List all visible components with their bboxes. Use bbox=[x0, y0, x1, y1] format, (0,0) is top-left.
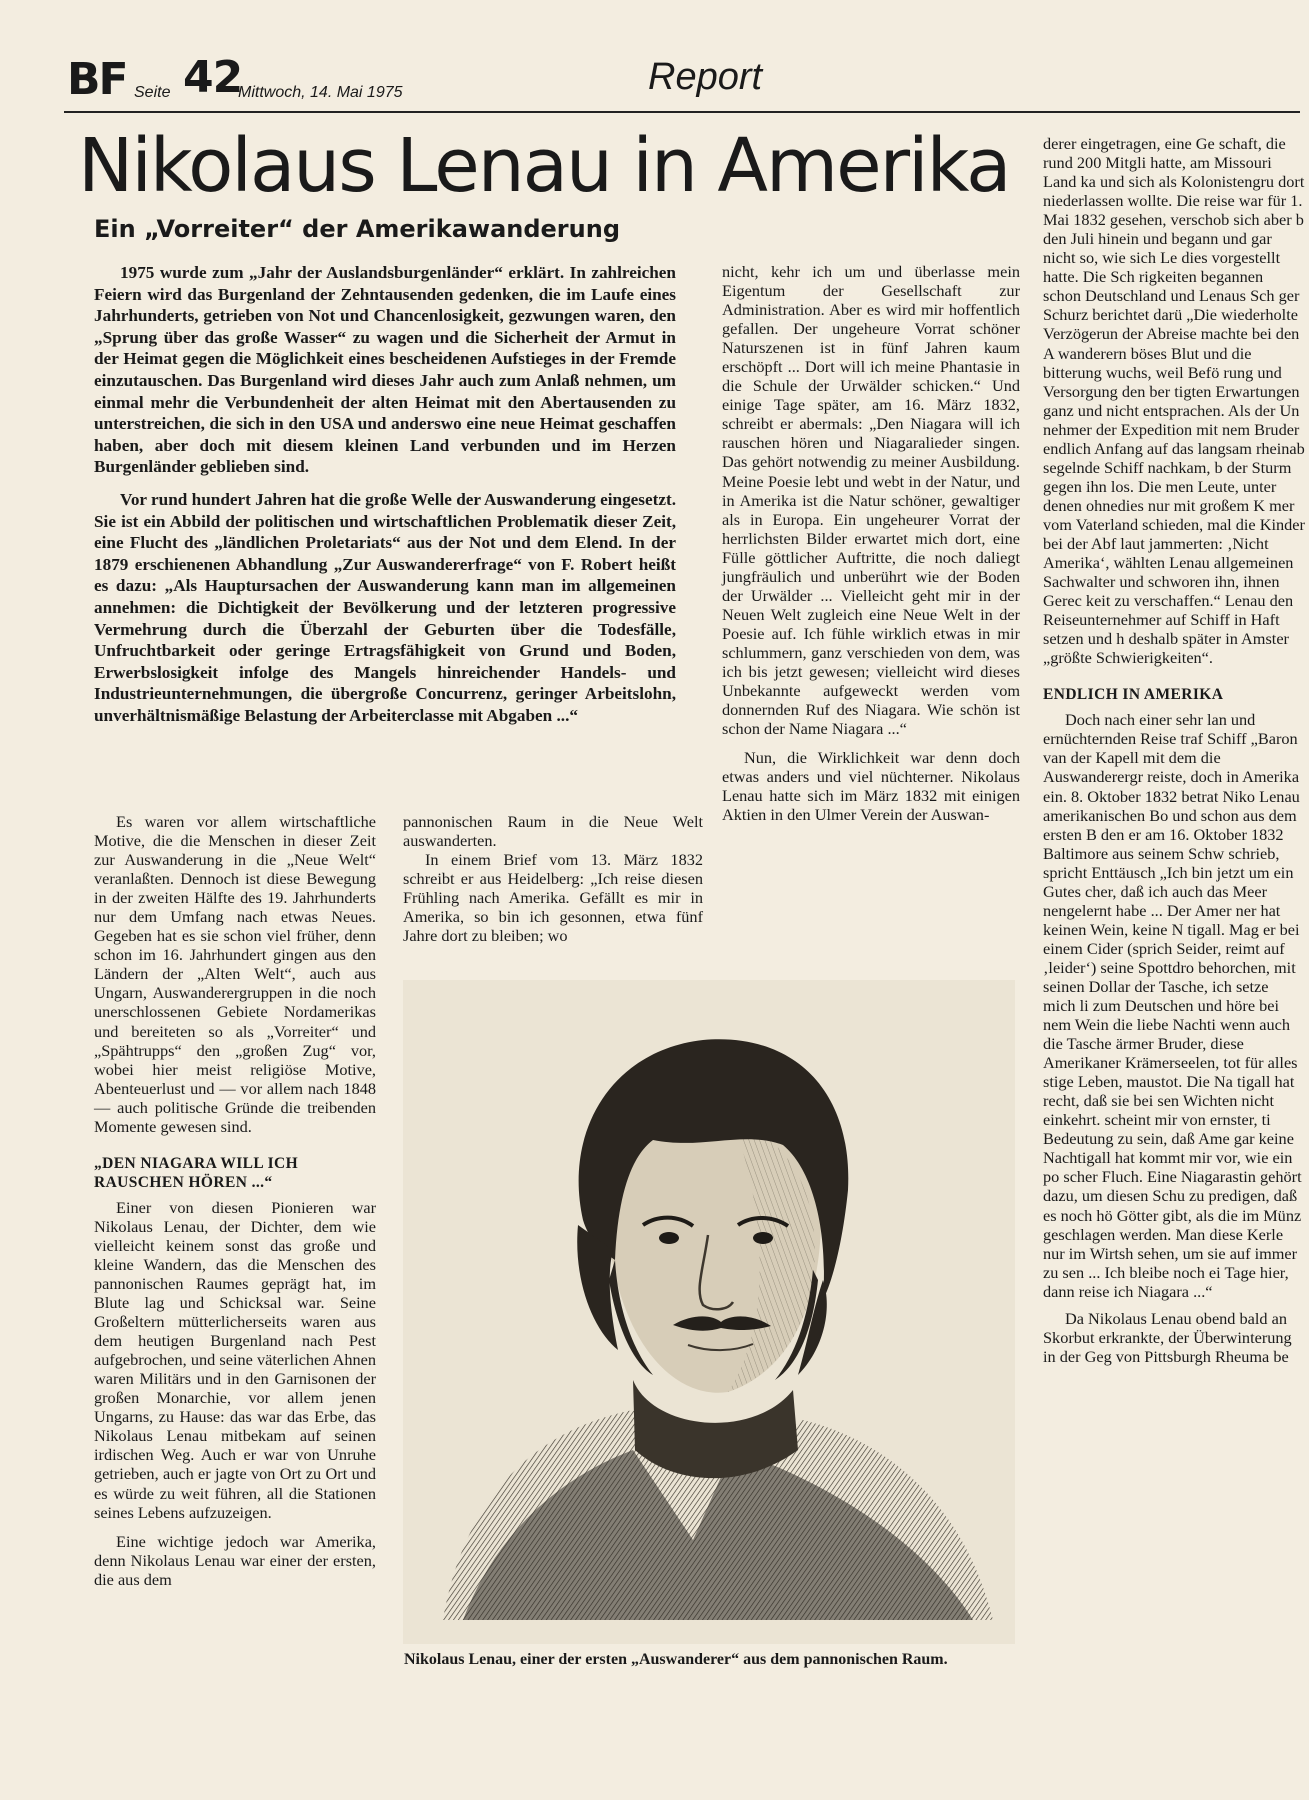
subheadline: Ein „Vorreiter“ der Amerikawanderung bbox=[94, 215, 620, 243]
section-title: Report bbox=[648, 56, 763, 98]
header-rule bbox=[64, 111, 1300, 113]
portrait-illustration bbox=[403, 980, 1015, 1644]
portrait-svg bbox=[403, 980, 1015, 1644]
body-paragraph: Eine wichtige jedoch war Amerika, denn Nikolaus Lenau war einer der ersten, die aus dem bbox=[94, 1531, 376, 1589]
body-paragraph: Da Nikolaus Lenau obend bald an Skorbut erkrankte, der Überwinterung in der Geg von Pittsburgh Rheuma be bbox=[1043, 1308, 1292, 1366]
body-column-4 bbox=[1043, 134, 1305, 1734]
body-paragraph: derer eingetragen, eine Ge schaft, die rund 200 Mitgli hatte, am Missouri Land ka und sich als Kolonistengru dort niederlassen wollte. Die reise war für 1. Mai 1832 gesehen, verschob sich aber b den Juli hinein und begann und gar nicht so, wie sich Le dies vorgestellt hatte. Die Sch rigkeiten begannen schon Deutschland und Lenaus Sch ger Schurz berichtet darü „Die wiederholte Verzögerun der Abreise machte bei den A wanderern böses Blut und die bitterung wuchs, weil Befö rung und Versorgung den ber tigten Erwartungen ganz und nicht entsprachen. Als der Un nehmer der Expedition mit nem Bruder endlich Anfang auf das langsam rheinab segelnde Schiff nachkam, b der Sturm gegen ihn los. Die men Leute, unter denen ohnedies nur mit großem K mer vom Vaterland schieden, mal die Kinder bei der Abf laut jammerten: ‚Nicht Amerika‘, wählten Lenau allgemeinen Sachwalter und schworen ihn, ihnen Gerec keit zu verschaffen.“ Lenau den Reiseunternehmer auf Schiff in Haft setzen und h deshalb später in Amster „größte Schwierigkeiten“. bbox=[1043, 134, 1305, 668]
section-heading: „DEN NIAGARA WILL ICH RAUSCHEN HÖREN ...“ bbox=[94, 1154, 299, 1191]
lead-paragraph: 1975 wurde zum „Jahr der Auslandsburgenländer“ erklärt. In zahlreichen Feiern wird das Burgenland der Zehntausenden gedenken, die im Laufe eines Jahrhunderts, getrieben von Not und Chancenlosigkeit, gezwungen waren, den „Sprung über das große Wasser“ zu wagen und die Sicherheit der Armut in der Heimat gegen die Möglichkeit eines bescheidenen Aufstieges in der Fremde einzutauschen. Das Burgenland wird dieses Jahr auch zum Anlaß nehmen, um einmal mehr die Verbundenheit der alten Heimat mit den Abertausenden zu unterstreichen, die sich in den USA und anderswo eine neue Heimat geschaffen haben, aber doch mit diesem kleinen Land verbunden und im Herzen Burgenländer geblieben sind. bbox=[94, 263, 676, 477]
lead-paragraph: Vor rund hundert Jahren hat die große Welle der Auswanderung eingesetzt. Sie ist ein Abbild der politischen und wirtschaftlichen Problematik dieser Zeit, eine Flucht des „ländlichen Proletariats“ aus der Not und dem Elend. In der 1879 erschienenen Abhandlung „Zur Auswandererfrage“ von F. Robert heißt es dazu: „Als Hauptursachen der Auswanderung kann man im allgemeinen annehmen: die Dichtigkeit der Bevölkerung und der letzteren progressive Vermehrung durch die Überzahl der Geburten über die Todesfälle, Unfruchtbarkeit oder geringe Ertragsfähigkeit von Grund und Boden, Erwerbslosigkeit infolge des Mangels hinreichender Handels- und Industrieunternehmungen, die übergroße Concurrenz, geringer Arbeitslohn, unverhältnismäßige Belastung der Arbeiterclasse mit Abgaben ...“ bbox=[94, 489, 676, 725]
body-paragraph: pannonischen Raum in die Neue Welt auswanderten. bbox=[403, 812, 703, 851]
issue-date: Mittwoch, 14. Mai 1975 bbox=[238, 84, 403, 101]
body-paragraph: Doch nach einer sehr lan und ernüchternden Reise traf Schiff „Baron van der Kapell mit dem die Auswanderergr reiste, doch in Amerika ein. 8. Oktober 1832 betrat Niko Lenau amerikanischen Bo und schon aus dem ersten B den er am 16. Oktober 1832 Baltimore aus seinem Schw schrieb, spricht Enttäusch „Ich bin jetzt um ein Gutes cher, daß ich auch das Meer nengelernt habe ... Der Amer ner hat keinen Wein, keine N tigall. Mag er bei einem Cider (sprich Seider, reimt auf ‚leider‘) seine Spottdro behorchen, mit seinen Dollar der Tasche, ich setze mich li zum Deutschen und höre bei nem Wein die liebe Nachti wenn auch die Tasche ärmer Bruder, diese Amerikaner Krämerseelen, tot für alles stige Leben, maustot. Die Na tigall hat recht, daß sie bei sen Wichten nicht einkehrt. scheint mir von ernster, ti Bedeutung zu sein, daß Ame gar keine Nachtigall hat kommt mir vor, wie ein po scher Fluch. Eine Niagarastin gehört dazu, um diesen Schu zu predigen, daß es noch hö Götter gibt, als die im Münz geschlagen werden. Man diese Kerle nur im Wirtsh sehen, um sie auf immer zu sen ... Ich bleibe noch ei Tage hier, dann reise ich Niagara ...“ bbox=[1043, 710, 1302, 1301]
body-paragraph: Nun, die Wirklichkeit war denn doch etwas anders und viel nüchterner. Nikolaus Lenau hatte sich im März 1832 mit einigen Aktien in den Ulmer Verein der Auswan- bbox=[722, 748, 1020, 825]
body-paragraph: Einer von diesen Pionieren war Nikolaus Lenau, der Dichter, dem wie vielleicht keinem sonst das große und kleine Wandern, das die Menschen des pannonischen Raumes geprägt hat, im Blute lag und Schicksal war. Seine Großeltern mütterlicherseits waren aus dem heutigen Burgenland nach Pest aufgebrochen, und seine väterlichen Ahnen waren Militärs und in den Garnisonen der großen Monarchie, vor allem jenen Ungarns, zu Hause: das war das Erbe, das Nikolaus Lenau mitbekam auf seinen irdischen Weg. Auch er war von Unruhe getrieben, auch er jagte von Ort zu Ort und es würde zu weit führen, all die Stationen seines Lebens aufzuzeigen. bbox=[94, 1197, 376, 1522]
body-paragraph: nicht, kehr ich um und überlasse mein Eigentum der Gesellschaft zur Administration. Aber es wird mir hoffentlich gefallen. Der ungeheure Vorrat schöner Naturszenen ist in fünf Jahren kaum erschöpft ... Dort will ich meine Phantasie in die Schule der Urwälder schicken.“ Und einige Tage später, am 16. März 1832, schreibt er abermals: „Den Niagara will ich rauschen hören und Niagaralieder singen. Das gehört notwendig zu meiner Ausbildung. Meine Poesie lebt und webt in der Natur, und in Amerika ist die Natur schöner, gewaltiger als in Europa. Ein ungeheurer Vorrat der herrlichsten Bilder erwartet mich dort, eine Fülle göttlicher Auftritte, die noch daliegt jungfräulich und unberührt wie der Boden der Urwälder ... Vielleicht geht mir in der Neuen Welt zugleich eine Neue Welt in der Poesie auf. Ich fühle wirklich etwas in mir schlummern, ganz verschieden von dem, was ich bis jetzt gewesen; vielleicht wird dieses Unbekannte aufgeweckt werden vom donnernden Ruf des Niagara. Wie schön ist schon der Name Niagara ...“ bbox=[722, 262, 1020, 739]
body-column-2 bbox=[403, 812, 703, 945]
body-paragraph: Es waren vor allem wirtschaftliche Motive, die die Menschen in dieser Zeit zur Auswanderung in die „Neue Welt“ veranlaßten. Dennoch ist diese Bewegung in der zweiten Hälfte des 19. Jahrhunderts nur dem Umfang nach etwas Neues. Gegeben hat es sie schon viel früher, denn schon im 16. Jahrhundert gingen aus den Ländern der „Alten Welt“, auch aus Ungarn, Auswanderergruppen in die noch unerschlossenen Gebiete Nordamerikas und bereiteten so als „Vorreiter“ und „Spähtrupps“ den „großen Zug“ vor, wobei hier meist religiöse Motive, Abenteuerlust und — vor allem nach 1848 — auch politische Gründe die treibenden Momente gewesen sind. bbox=[94, 812, 376, 1136]
newspaper-logo: BF bbox=[67, 54, 127, 105]
body-paragraph: In einem Brief vom 13. März 1832 schreibt er aus Heidelberg: „Ich reise diesen Frühling nach Amerika. Gefällt es mir in Amerika, so bin ich gesonnen, etwa fünf Jahre dort zu bleiben; wo bbox=[403, 850, 703, 946]
section-heading: ENDLICH IN AMERIKA bbox=[1043, 686, 1224, 704]
body-column-3 bbox=[722, 262, 1020, 824]
lead-block bbox=[94, 262, 676, 726]
headline: Nikolaus Lenau in Amerika bbox=[78, 123, 1010, 209]
page-number: 42 bbox=[183, 52, 243, 103]
page-label: Seite bbox=[134, 84, 171, 101]
body-column-1 bbox=[94, 812, 376, 1589]
image-caption: Nikolaus Lenau, einer der ersten „Auswanderer“ aus dem pannonischen Raum. bbox=[404, 1651, 948, 1668]
